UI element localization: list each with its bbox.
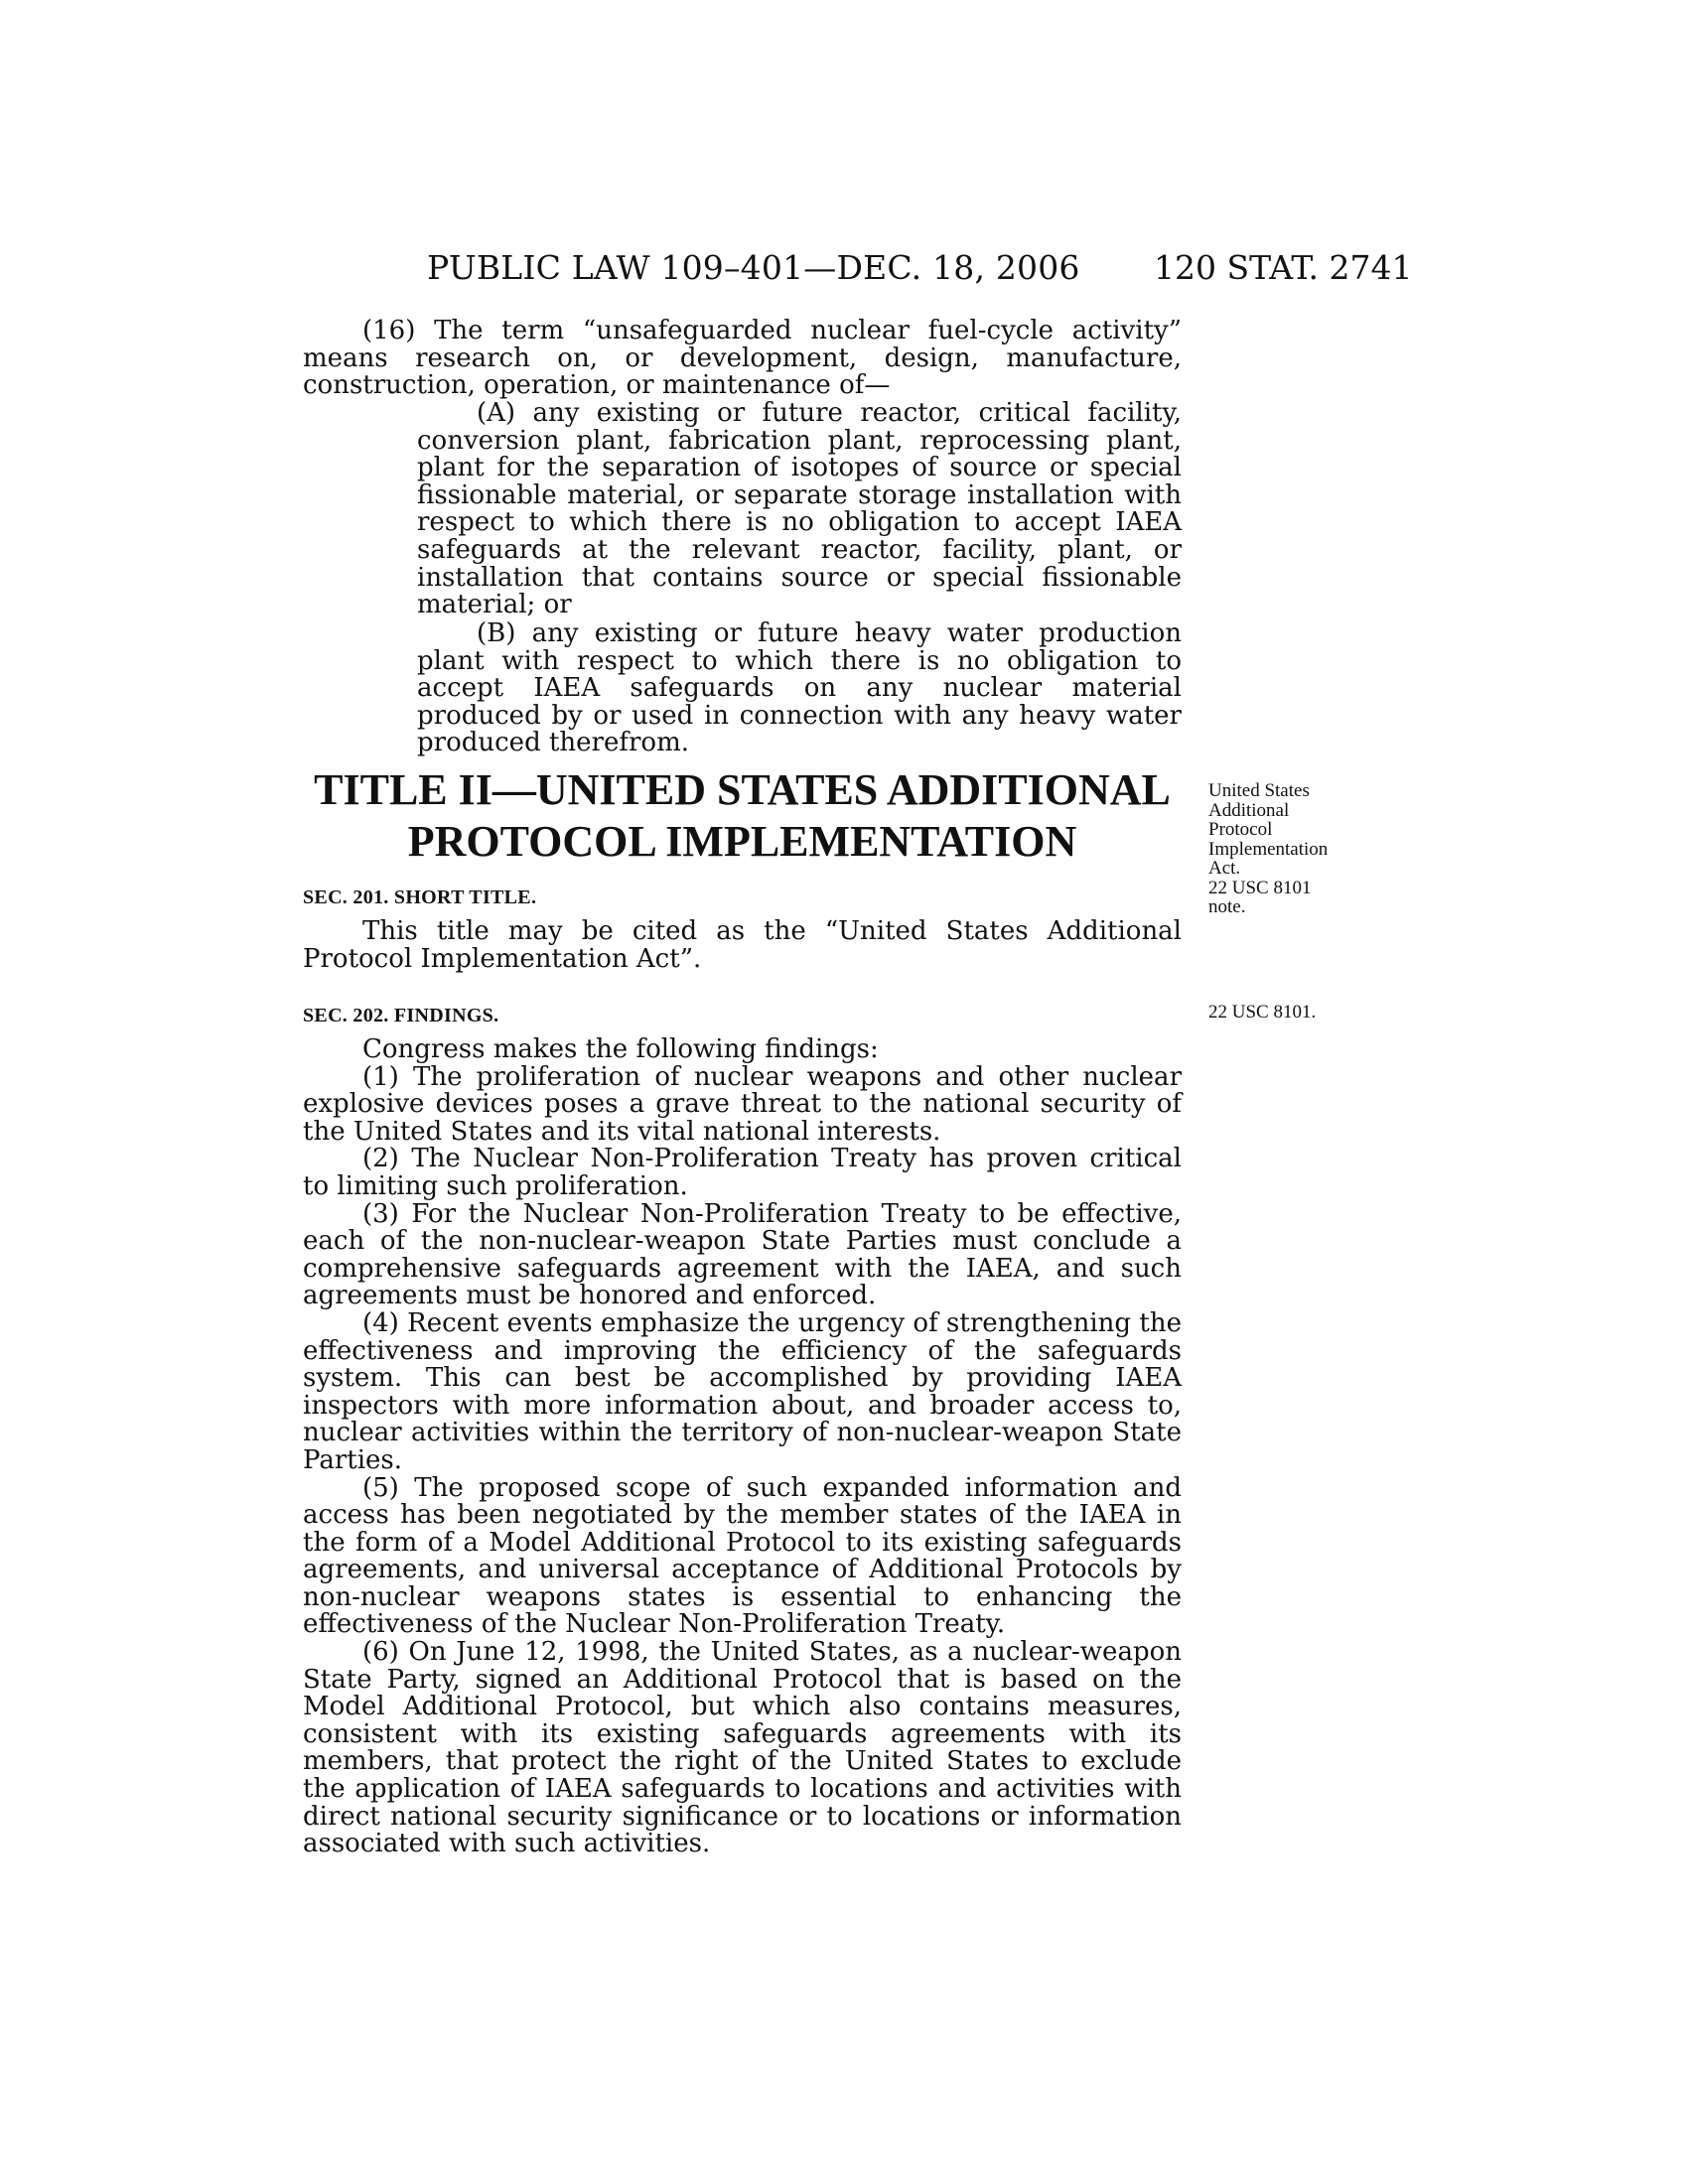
finding-1: (1) The proliferation of nuclear weapons and other nuclear explosive devices poses a grave threat to the national security of the United States and its vital national interests. [303,1061,1182,1147]
margin-note-short-title [1208,781,1367,917]
finding-3: (3) For the Nuclear Non-Proliferation Treaty to be effective, each of the non-nuclear-weapon State Parties must conclude a comprehensive safeguards agreement with the IAEA, and such agreements must be honored and enforced. [303,1198,1182,1311]
margin-note-line: 22 USC 8101. [1208,1002,1317,1023]
finding-5: (5) The proposed scope of such expanded information and access has been negotiated by the member states of the IAEA in the form of a Model Additional Protocol to its existing safeguards agreements, and universal acceptance of Additional Protocols by non-nuclear weapons states is essential to enhancing the effectiveness of the Nuclear Non-Proliferation Treaty. [303,1472,1182,1640]
title-heading-line-2: PROTOCOL IMPLEMENTATION [407,817,1077,866]
finding-6: (6) On June 12, 1998, the United States, as a nuclear-weapon State Party, signed an Additional Protocol that is based on the Model Additional Protocol, but which also contains measures, consistent with its existing safeguards agreements with its members, that protect the right of the United States to exclude the application of IAEA safeguards to locations and activities with direct national security significance or to locations or information associated with such activities. [303,1637,1182,1859]
margin-note-line: United States [1208,780,1310,801]
section-201-body [303,918,1182,973]
definition-16-subparagraph-a [417,400,1182,619]
section-202-heading: SEC. 202. FINDINGS. [303,1005,499,1026]
definition-16-intro: (16) The term “unsafeguarded nuclear fuel-cycle activity” means research on, or development, design, manufacture, construction, operation, or maintenance of— [303,316,1182,401]
section-201-text: This title may be cited as the “United States Additional Protocol Implementation Act”. [303,916,1182,974]
section-202-intro: Congress makes the following findings: [362,1034,879,1064]
margin-note-line: Implementation [1208,838,1329,860]
subparagraph-a-text: (A) any existing or future reactor, critical facility, conversion plant, fabrication plant, reprocessing plant, plant for the separation of isotopes of source or special fissionable material, or separate storage installation with respect to which there is no obligation to accept IAEA safeguards at the relevant reactor, facility, plant, or installation that contains source or special fissionable material; or [417,398,1182,620]
margin-note-line: Additional [1208,799,1290,821]
section-202-body [303,1036,1182,1858]
margin-note-line: Act. [1208,858,1241,879]
margin-note-line: Protocol [1208,819,1273,840]
margin-note-line: 22 USC 8101 [1208,877,1312,898]
margin-note-findings [1208,1003,1367,1023]
finding-2: (2) The Nuclear Non-Proliferation Treaty has proven critical to limiting such proliferation. [303,1144,1182,1201]
finding-4: (4) Recent events emphasize the urgency of strengthening the effectiveness and improving the efficiency of the safeguards system. This can best be accomplished by providing IAEA inspectors with more information about, and broader access to, nuclear activities within the territory of non-nuclear-weapon State Parties. [303,1307,1182,1475]
subparagraph-b-text: (B) any existing or future heavy water production plant with respect to which there is no obligation to accept IAEA safeguards on any nuclear material produced by or used in connection with any heavy water produced therefrom. [417,618,1182,758]
title-heading [303,764,1182,868]
running-header-page-number: 120 STAT. 2741 [1154,248,1413,287]
running-header-left: PUBLIC LAW 109–401—DEC. 18, 2006 [427,248,1080,287]
definition-16 [303,318,1182,400]
title-heading-line-1: TITLE II—UNITED STATES ADDITIONAL [314,765,1171,814]
section-201-heading: SEC. 201. SHORT TITLE. [303,887,537,908]
definition-16-subparagraph-b [417,620,1182,757]
margin-note-line: note. [1208,896,1246,917]
